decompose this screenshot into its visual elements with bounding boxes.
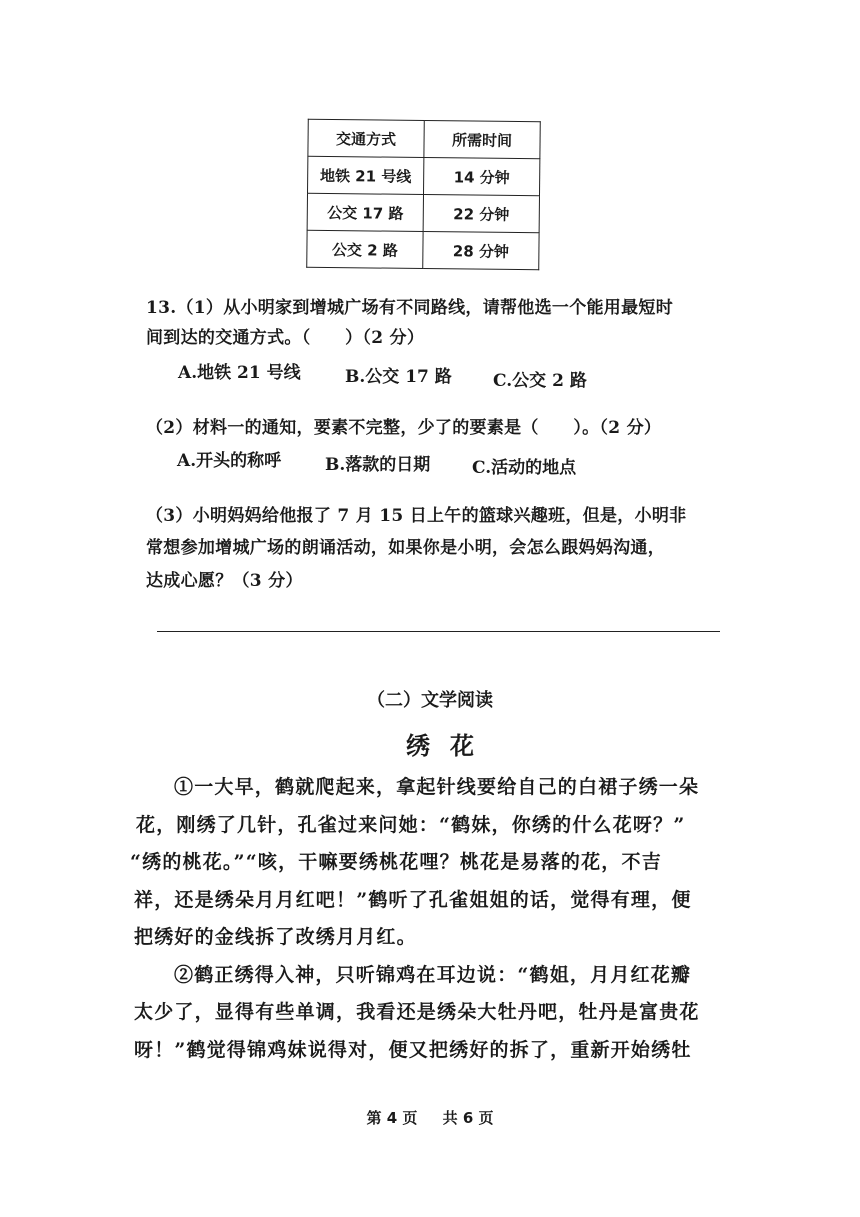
page-number: 第 4 页 (366, 1109, 418, 1127)
table-cell: 28 分钟 (423, 231, 539, 269)
answer-line (157, 631, 720, 632)
question-13-part3-line1: （3）小明妈妈给他报了 7 月 15 日上午的篮球兴趣班，但是，小明非 (146, 506, 687, 526)
table-cell: 地铁 21 号线 (308, 156, 424, 194)
table-header-cell: 交通方式 (308, 119, 424, 157)
option-a: A.开头的称呼 (177, 451, 282, 471)
story-title: 绣花 (406, 732, 494, 760)
story-line: 太少了，显得有些单调，我看还是绣朵大牡丹吧，牡丹是富贵花 (134, 1001, 700, 1023)
option-b: B.公交 17 路 (345, 367, 452, 387)
page-total: 共 6 页 (442, 1109, 494, 1127)
section-title: （二）文学阅读 (367, 690, 493, 711)
question-13-part1-line1: 13.（1）从小明家到增城广场有不同路线，请帮他选一个能用最短时 (146, 298, 674, 318)
question-13-part2-line1: （2）材料一的通知，要素不完整，少了的要素是（ ）。（2 分） (146, 418, 662, 438)
question-13-part3-line3: 达成心愿？（3 分） (146, 571, 303, 591)
table-cell: 公交 2 路 (307, 230, 423, 268)
question-13-part3-line2: 常想参加增城广场的朗诵活动，如果你是小明，会怎么跟妈妈沟通， (146, 538, 665, 558)
question-13-part1-line2: 间到达的交通方式。（ ）（2 分） (146, 328, 425, 348)
option-c: C.活动的地点 (472, 458, 577, 478)
transport-table (306, 119, 541, 270)
option-b: B.落款的日期 (325, 455, 431, 475)
table-header-cell: 所需时间 (424, 121, 540, 159)
table-cell: 公交 17 路 (307, 193, 423, 231)
table-row (308, 156, 540, 195)
page-footer (0, 1107, 860, 1128)
table-row (307, 230, 539, 269)
story-line: ②鹤正绣得入神，只听锦鸡在耳边说：“鹤姐，月月红花瓣 (174, 964, 692, 986)
story-line: ①一大早，鹤就爬起来，拿起针线要给自己的白裙子绣一朵 (174, 776, 700, 798)
story-line: 呀！”鹤觉得锦鸡妹说得对，便又把绣好的拆了，重新开始绣牡 (134, 1039, 692, 1061)
option-a: A.地铁 21 号线 (178, 363, 301, 383)
table-header-row (308, 119, 540, 158)
option-c: C.公交 2 路 (493, 371, 587, 391)
table-cell: 22 分钟 (423, 195, 539, 233)
table-cell: 14 分钟 (424, 158, 540, 196)
story-line: 祥，还是绣朵月月红吧！”鹤听了孔雀姐姐的话，觉得有理，便 (134, 889, 692, 911)
story-line: 把绣好的金线拆了改绣月月红。 (134, 926, 417, 948)
story-line: “绣的桃花。”“咳，干嘛要绣桃花哩？桃花是易落的花，不吉 (130, 851, 662, 873)
story-line: 花，刚绣了几针，孔雀过来问她：“鹤妹，你绣的什么花呀？” (136, 814, 686, 836)
table-row (307, 193, 539, 232)
